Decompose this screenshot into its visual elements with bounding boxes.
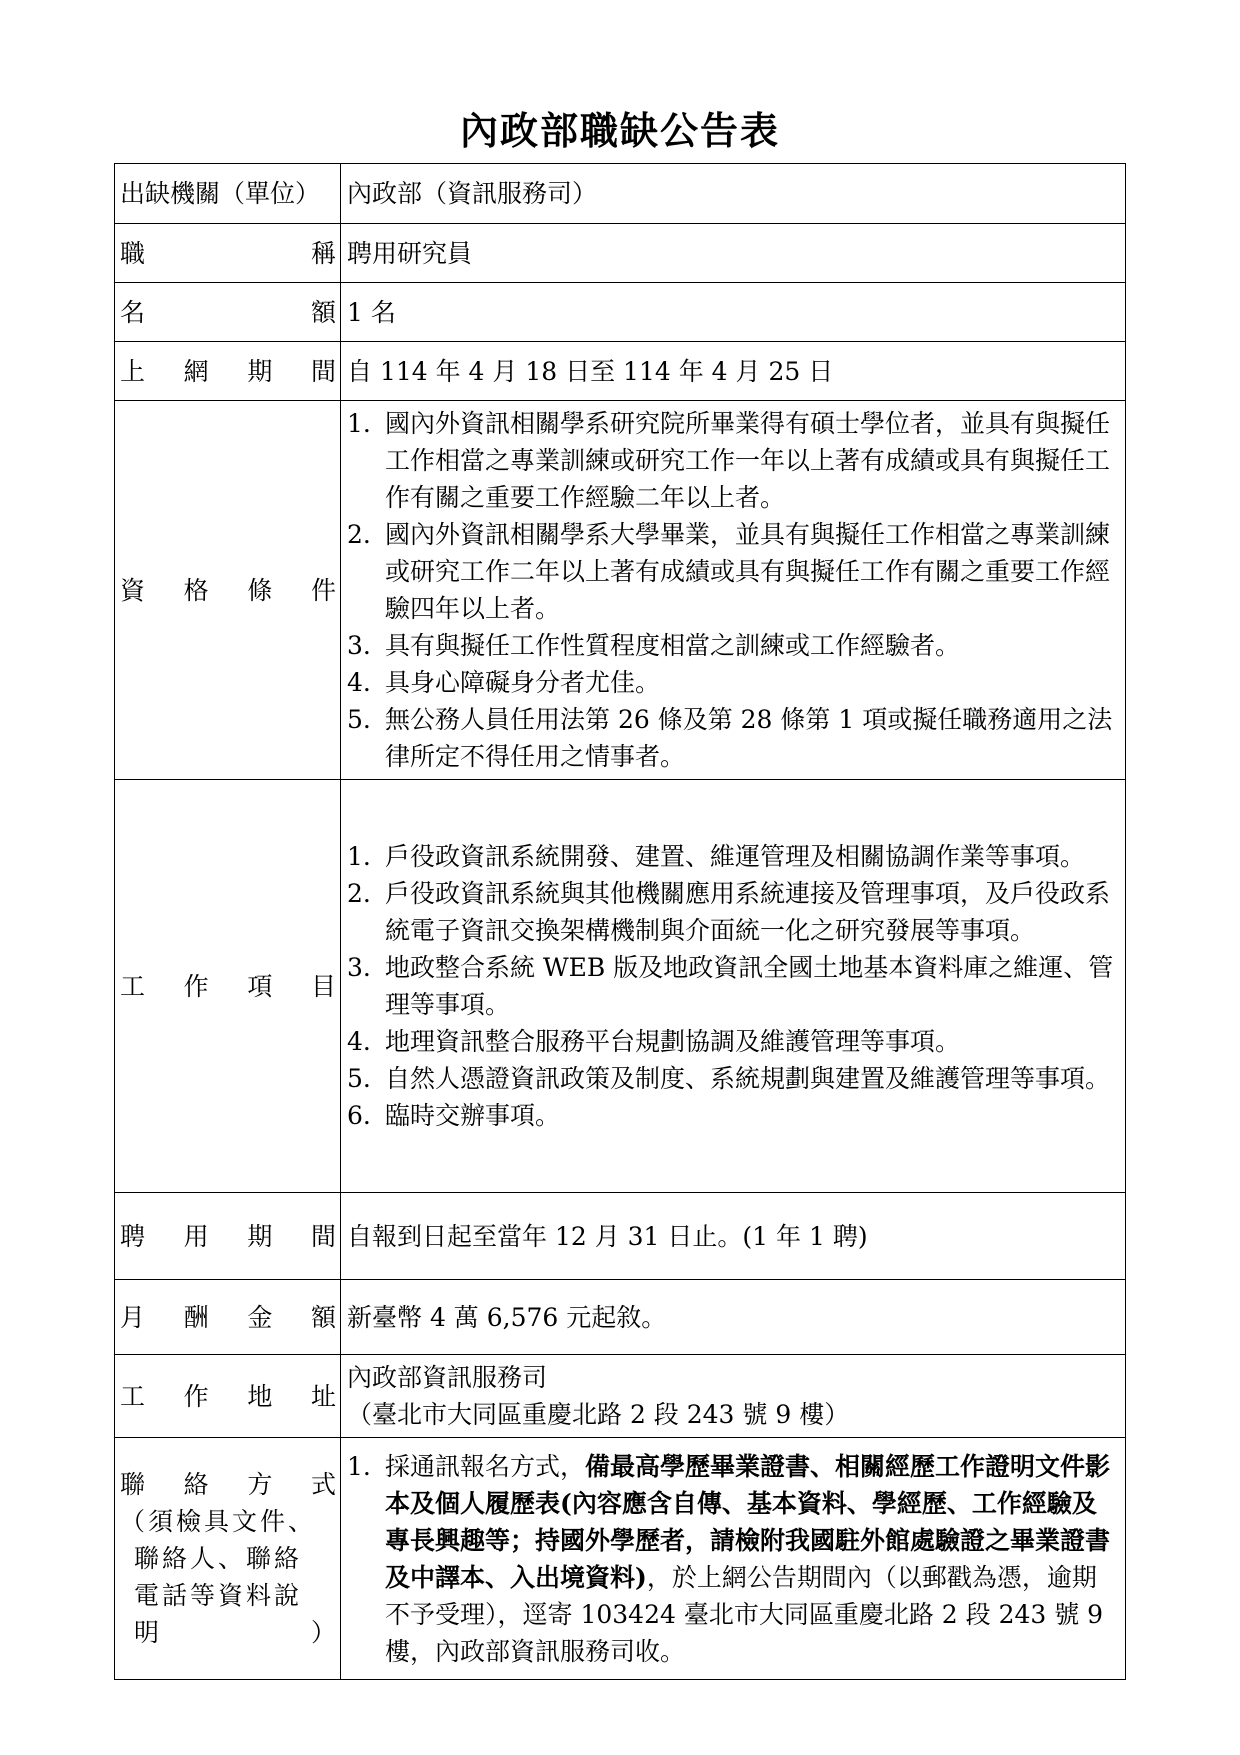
job-vacancy-table <box>114 163 1126 1680</box>
row-posting-period <box>115 342 1126 401</box>
employment-period-label: 聘 用 期 間 <box>115 1193 341 1280</box>
salary-label: 月 酬 金 額 <box>115 1280 341 1355</box>
quota-label: 名 額 <box>115 283 341 342</box>
agency-label: 出缺機關（單位） <box>115 164 341 224</box>
row-salary <box>115 1280 1126 1355</box>
qualifications-label: 資 格 條 件 <box>115 401 341 780</box>
contact-label: 聯 絡 方 式 （須檢具文件、 聯絡人、聯絡 電話等資料說 明 ） <box>115 1438 341 1680</box>
salary-value: 新臺幣 4 萬 6,576 元起敘。 <box>341 1280 1126 1355</box>
row-location <box>115 1355 1126 1438</box>
duty-item: 2. 戶役政資訊系統與其他機關應用系統連接及管理事項，及戶役政系統電子資訊交換架構機制與介面統一化之研究發展等事項。 <box>347 879 1111 945</box>
row-position <box>115 224 1126 283</box>
duty-item: 5. 自然人憑證資訊政策及制度、系統規劃與建置及維護管理等事項。 <box>347 1064 1111 1093</box>
row-agency <box>115 164 1126 224</box>
row-contact <box>115 1438 1126 1680</box>
qualification-item: 1. 國內外資訊相關學系研究院所畢業得有碩士學位者，並具有與擬任工作相當之專業訓練或研究工作一年以上著有成績或具有與擬任工作有關之重要工作經驗二年以上者。 <box>347 409 1111 512</box>
duty-item: 3. 地政整合系統 WEB 版及地政資訊全國土地基本資料庫之維運、管理等事項。 <box>347 953 1114 1019</box>
qualification-item: 4. 具身心障礙身分者尤佳。 <box>347 668 661 697</box>
duty-item: 6. 臨時交辦事項。 <box>347 1101 561 1130</box>
contact-value <box>341 1438 1126 1680</box>
posting-period-value: 自 114 年 4 月 18 日至 114 年 4 月 25 日 <box>341 342 1126 401</box>
quota-value: 1 名 <box>341 283 1126 342</box>
duties-label: 工 作 項 目 <box>115 780 341 1193</box>
location-line2: （臺北市大同區重慶北路 2 段 243 號 9 樓） <box>347 1400 850 1429</box>
position-label: 職 稱 <box>115 224 341 283</box>
location-line1: 內政部資訊服務司 <box>347 1363 548 1392</box>
posting-period-label: 上 網 期 間 <box>115 342 341 401</box>
location-value <box>341 1355 1126 1438</box>
row-duties <box>115 780 1126 1193</box>
duty-item: 1. 戶役政資訊系統開發、建置、維運管理及相關協調作業等事項。 <box>347 842 1086 871</box>
duty-item: 4. 地理資訊整合服務平台規劃協調及維護管理等事項。 <box>347 1027 961 1056</box>
agency-value: 內政部（資訊服務司） <box>341 164 1126 224</box>
row-quota <box>115 283 1126 342</box>
qualification-item: 3. 具有與擬任工作性質程度相當之訓練或工作經驗者。 <box>347 631 961 660</box>
page-title: 內政部職缺公告表 <box>459 108 780 153</box>
qualification-item: 2. 國內外資訊相關學系大學畢業，並具有與擬任工作相當之專業訓練或研究工作二年以上著有成績或具有與擬任工作有關之重要工作經驗四年以上者。 <box>347 520 1111 623</box>
duties-value <box>341 780 1126 1193</box>
location-label: 工 作 地 址 <box>115 1355 341 1438</box>
row-employment-period <box>115 1193 1126 1280</box>
position-value: 聘用研究員 <box>341 224 1126 283</box>
row-qualifications <box>115 401 1126 780</box>
qualification-item: 5. 無公務人員任用法第 26 條及第 28 條第 1 項或擬任職務適用之法律所定不得任用之情事者。 <box>347 705 1113 771</box>
qualifications-value <box>341 401 1126 780</box>
contact-item: 1. 採通訊報名方式，備最高學歷畢業證書、相關經歷工作證明文件影本及個人履歷表(內容應含自傳、基本資料、學經歷、工作經驗及專長興趣等；持國外學歷者，請檢附我國駐外館處驗證之畢業證書及中譯本、入出境資料)，於上網公告期間內（以郵戳為憑，逾期不予受理），逕寄 103424 臺北市大同區重慶北路 2 段 243 號 9 樓，內政部資訊服務司收。 <box>347 1451 1111 1666</box>
employment-period-value: 自報到日起至當年 12 月 31 日止。(1 年 1 聘) <box>341 1193 1126 1280</box>
